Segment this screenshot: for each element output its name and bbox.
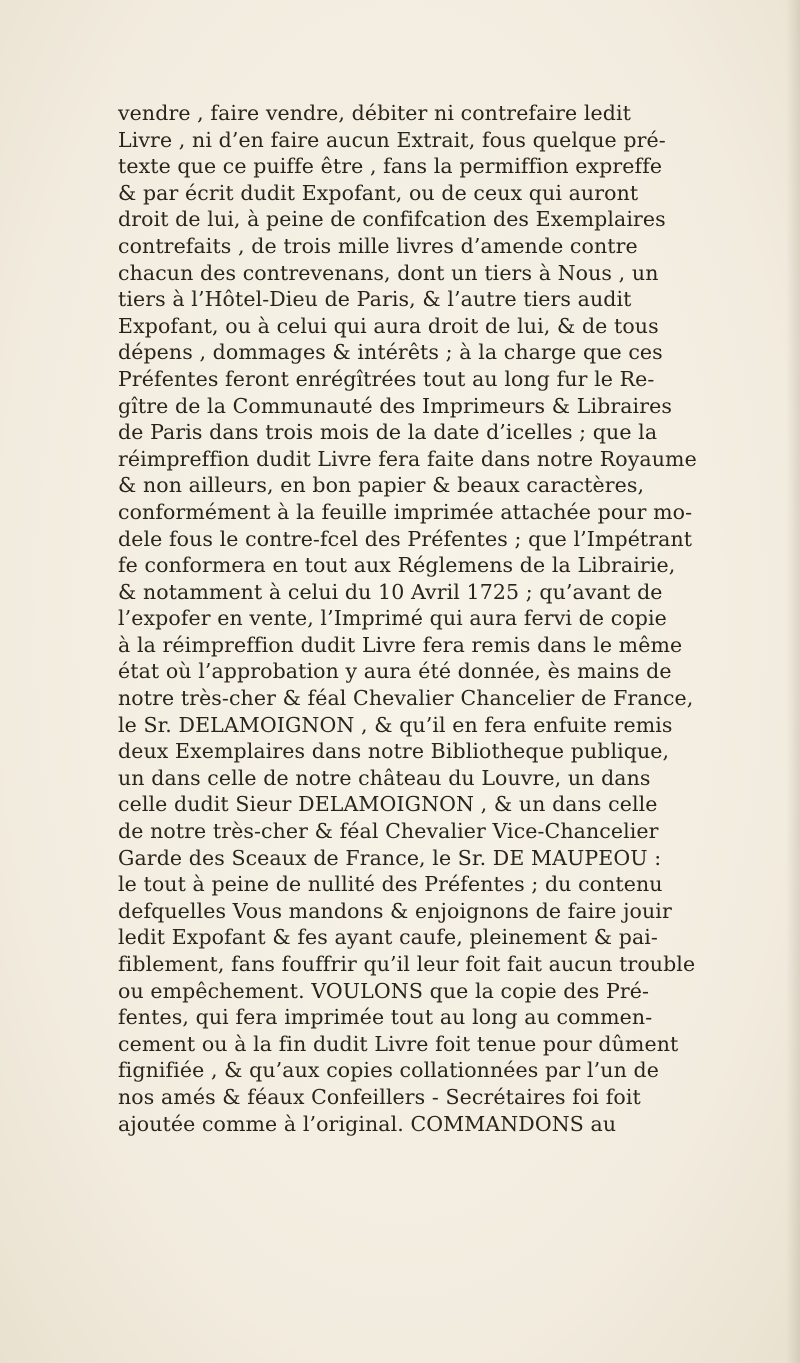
text-line: Expofant, ou à celui qui aura droit de lui, & de tous (118, 313, 659, 338)
text-line: un dans celle de notre château du Louvre, un dans (118, 765, 651, 790)
text-line: de Paris dans trois mois de la date d’icelles ; que la (118, 420, 658, 445)
text-line: Livre , ni d’en faire aucun Extrait, fous quelque pré- (118, 127, 666, 152)
text-line: à la réimpreffion dudit Livre fera remis dans le même (118, 632, 683, 657)
text-line: celle dudit Sieur DELAMOIGNON , & un dans celle (118, 792, 658, 817)
text-line: ajoutée comme à l’original. COMMANDONS au (118, 1111, 617, 1136)
text-line: l’expofer en vente, l’Imprimé qui aura fervi de copie (118, 606, 667, 631)
text-line: état où l’approbation y aura été donnée, ès mains de (118, 659, 672, 684)
text-line: fiblement, fans fouffrir qu’il leur foit fait aucun trouble (118, 952, 696, 976)
body-text (118, 100, 788, 1137)
text-line: tiers à l’Hôtel-Dieu de Paris, & l’autre tiers audit (118, 287, 632, 312)
text-line: chacun des contrevenans, dont un tiers à Nous , un (118, 260, 659, 285)
text-line: Préfentes feront enrégîtrées tout au long fur le Re- (118, 366, 655, 391)
text-line: deux Exemplaires dans notre Bibliotheque publique, (118, 739, 670, 764)
text-line: droit de lui, à peine de confifcation des Exemplaires (118, 207, 666, 232)
text-line: le Sr. DELAMOIGNON , & qu’il en fera enfuite remis (118, 712, 673, 737)
text-line: fe conformera en tout aux Réglemens de la Librairie, (118, 553, 676, 578)
text-line: vendre , faire vendre, débiter ni contrefaire ledit (118, 101, 631, 125)
text-line: defquelles Vous mandons & enjoignons de faire jouir (118, 898, 672, 923)
text-line: ou empêchement. VOULONS que la copie des Pré- (118, 978, 650, 1003)
text-line: de notre très-cher & féal Chevalier Vice-Chancelier (118, 819, 659, 844)
text-line: réimpreffion dudit Livre fera faite dans notre Royaume (118, 446, 697, 471)
text-line: & par écrit dudit Expofant, ou de ceux qui auront (118, 180, 639, 205)
text-line: fignifiée , & qu’aux copies collationnées par l’un de (118, 1058, 659, 1083)
text-line: texte que ce puiffe être , fans la permiffion expreffe (118, 154, 663, 179)
text-line: ledit Expofant & fes ayant caufe, pleinement & pai- (118, 925, 658, 950)
text-line: cement ou à la fin dudit Livre foit tenue pour dûment (118, 1031, 679, 1056)
text-line: gître de la Communauté des Imprimeurs & Libraires (118, 393, 672, 418)
text-line: contrefaits , de trois mille livres d’amende contre (118, 233, 638, 258)
text-line: dele fous le contre-fcel des Préfentes ; que l’Impétrant (118, 526, 693, 551)
text-line: le tout à peine de nullité des Préfentes ; du contenu (118, 872, 663, 897)
text-line: notre très-cher & féal Chevalier Chancelier de France, (118, 686, 694, 711)
text-line: dépens , dommages & intérêts ; à la charge que ces (118, 340, 663, 365)
text-line: & non ailleurs, en bon papier & beaux caractères, (118, 473, 645, 498)
text-line: Garde des Sceaux de France, le Sr. DE MAUPEOU : (118, 845, 662, 870)
page-edge-shadow (786, 0, 800, 1363)
text-line: conformément à la feuille imprimée attachée pour mo- (118, 499, 693, 524)
text-line: nos amés & féaux Confeillers - Secrétaires foi foit (118, 1084, 641, 1109)
text-line: & notamment à celui du 10 Avril 1725 ; qu’avant de (118, 579, 663, 604)
text-line: fentes, qui fera imprimée tout au long au commen- (118, 1005, 653, 1030)
